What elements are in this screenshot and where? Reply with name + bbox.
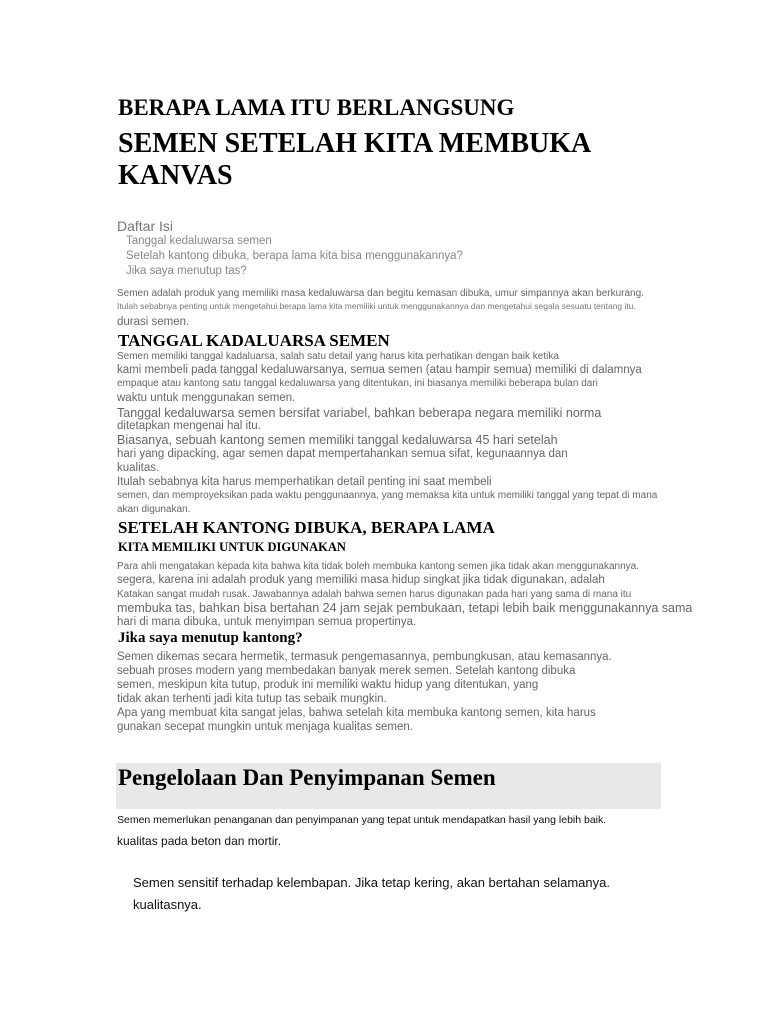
section-heading-close-bag: Jika saya menutup kantong? [118, 630, 303, 646]
paragraph-line: ditetapkan mengenai hal itu. [117, 420, 261, 432]
paragraph-line: akan digunakan. [117, 504, 191, 515]
paragraph-line: hari yang dipacking, agar semen dapat mempertahankan semua sifat, kegunaannya dan [117, 448, 568, 460]
bullet-text: kualitasnya. [133, 897, 202, 912]
bullet-text: Semen sensitif terhadap kelembapan. Jika tetap kering, akan bertahan selamanya. [133, 875, 610, 890]
toc-item-label: Tanggal kedaluwarsa semen [126, 235, 272, 247]
paragraph-line: hari di mana dibuka, untuk menyimpan semua propertinya. [117, 616, 417, 628]
intro-line: Itulah sebabnya penting untuk mengetahui berapa lama kita memiliki untuk menggunakannya dan mengetahui segala sesuatu tentang itu. [117, 301, 636, 311]
paragraph-line: sebuah proses modern yang membedakan banyak merek semen. Setelah kantong dibuka [117, 665, 576, 677]
paragraph-line: Para ahli mengatakan kepada kita bahwa kita tidak boleh membuka kantong semen jika tidak akan menggunakannya. [117, 561, 639, 572]
paragraph-line: empaque atau kantong satu tanggal kedaluwarsa yang ditentukan, ini biasanya memiliki beberapa bulan dari [117, 378, 598, 389]
toc-item-label: Jika saya menutup tas? [126, 265, 247, 277]
paragraph-line: Apa yang membuat kita sangat jelas, bahwa setelah kita membuka kantong semen, kita harus [117, 707, 596, 719]
toc-item[interactable] [104, 235, 272, 247]
paragraph-line: waktu untuk menggunakan semen. [117, 392, 296, 404]
title-line-1: BERAPA LAMA ITU BERLANGSUNG [118, 95, 515, 120]
paragraph-line: Itulah sebabnya kita harus memperhatikan detail penting ini saat membeli [117, 476, 492, 488]
paragraph-line: Semen memiliki tanggal kadaluarsa, salah satu detail yang harus kita perhatikan dengan baik ketika [117, 351, 559, 362]
section-subheading-after-open: KITA MEMILIKI UNTUK DIGUNAKAN [118, 540, 346, 554]
paragraph-line: kami membeli pada tanggal kedaluwarsanya, semua semen (atau hampir semua) memiliki di dalamnya [117, 364, 642, 376]
section-heading-storage: Pengelolaan Dan Penyimpanan Semen [118, 765, 496, 790]
toc-item[interactable] [104, 265, 247, 277]
paragraph-line: tidak akan terhenti jadi kita tutup tas sebaik mungkin. [117, 693, 387, 705]
toc-item-label: Setelah kantong dibuka, berapa lama kita bisa menggunakannya? [126, 250, 463, 262]
paragraph-line: kualitas. [117, 462, 160, 474]
paragraph-line: gunakan secepat mungkin untuk menjaga kualitas semen. [117, 721, 413, 733]
paragraph-line: segera, karena ini adalah produk yang memiliki masa hidup singkat jika tidak digunakan, adalah [117, 574, 605, 586]
section-heading-box [116, 763, 661, 809]
paragraph-line: Biasanya, sebuah kantong semen memiliki tanggal kedaluwarsa 45 hari setelah [117, 433, 558, 447]
section-heading-after-open: SETELAH KANTONG DIBUKA, BERAPA LAMA [118, 518, 495, 537]
paragraph-line: Semen dikemas secara hermetik, termasuk pengemasannya, pembungkusan, atau kemasannya. [117, 651, 612, 663]
paragraph-line: Katakan sangat mudah rusak. Jawabannya adalah bahwa semen harus digunakan pada hari yang sama di mana itu [117, 589, 632, 600]
paragraph-line: semen, meskipun kita tutup, produk ini memiliki waktu hidup yang ditentukan, yang [117, 679, 539, 691]
title-line-2: SEMEN SETELAH KITA MEMBUKA KANVAS [118, 128, 590, 191]
section-heading-expiry: TANGGAL KADALUARSA SEMEN [118, 331, 390, 350]
intro-line: durasi semen. [117, 316, 190, 328]
paragraph-line: kualitas pada beton dan mortir. [117, 834, 282, 848]
paragraph-line: Tanggal kedaluwarsa semen bersifat variabel, bahkan beberapa negara memiliki norma [117, 406, 602, 420]
paragraph-line: semen, dan memproyeksikan pada waktu penggunaannya, yang memaksa kita untuk memiliki tanggal yang tepat di mana [117, 490, 658, 501]
intro-line: Semen adalah produk yang memiliki masa kedaluwarsa dan begitu kemasan dibuka, umur simpannya akan berkurang. [117, 288, 644, 299]
toc-heading: Daftar Isi [117, 218, 174, 234]
paragraph-line: Semen memerlukan penanganan dan penyimpanan yang tepat untuk mendapatkan hasil yang lebih baik. [117, 814, 607, 826]
paragraph-line: membuka tas, bahkan bisa bertahan 24 jam sejak pembukaan, tetapi lebih baik menggunakannya sama [117, 601, 693, 615]
toc-item[interactable] [104, 250, 463, 262]
